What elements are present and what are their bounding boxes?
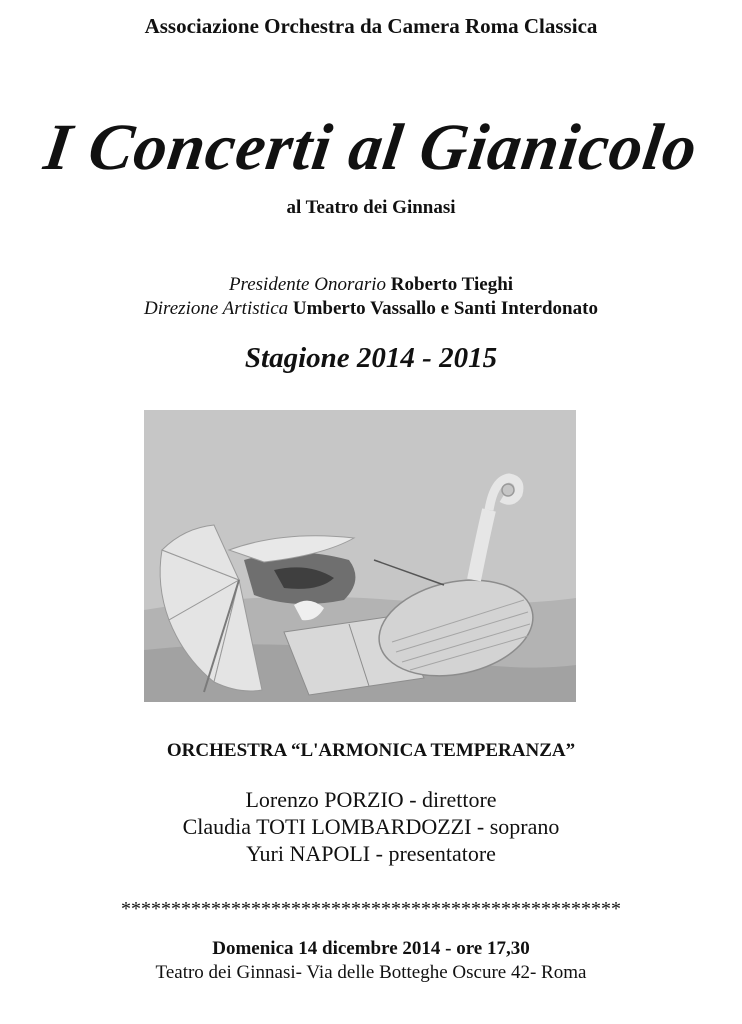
artistic-direction-line	[0, 298, 742, 320]
season-heading: Stagione 2014 - 2015	[244, 342, 498, 374]
honorary-president-role: Presidente Onorario	[228, 274, 387, 295]
performer-presenter: Yuri NAPOLI - presentatore	[246, 841, 496, 866]
asterisk-separator: **************************************************	[121, 898, 621, 920]
artistic-direction-role: Direzione Artistica	[144, 298, 289, 319]
honorary-president-line	[0, 274, 742, 296]
performer-conductor: Lorenzo PORZIO - direttore	[245, 787, 497, 812]
honorary-president-name: Roberto Tieghi	[390, 274, 514, 295]
performer-soprano: Claudia TOTI LOMBARDOZZI - soprano	[182, 814, 560, 839]
association-name: Associazione Orchestra da Camera Roma Classica	[144, 14, 598, 38]
still-life-illustration	[144, 410, 576, 702]
event-date-time: Domenica 14 dicembre 2014 - ore 17,30	[212, 938, 530, 959]
event-address: Teatro dei Ginnasi- Via delle Botteghe Oscure 42- Roma	[155, 962, 587, 983]
still-life-artwork	[144, 410, 576, 702]
concert-series-title: I Concerti al Gianicolo	[40, 111, 703, 184]
orchestra-name: ORCHESTRA “L'ARMONICA TEMPERANZA”	[166, 740, 576, 761]
artistic-direction-names: Umberto Vassallo e Santi Interdonato	[292, 298, 598, 319]
venue-subtitle: al Teatro dei Ginnasi	[286, 197, 456, 218]
